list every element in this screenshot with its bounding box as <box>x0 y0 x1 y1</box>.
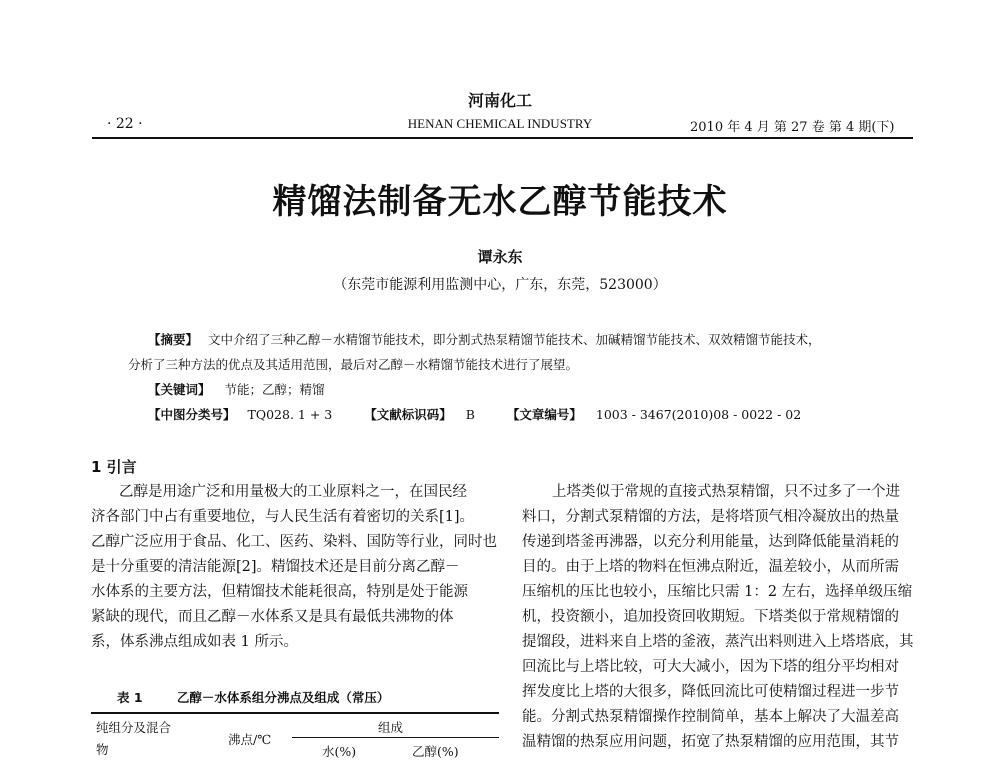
right-column <box>522 480 922 760</box>
right-line: 上塔类似于常规的直接式热泵精馏，只不过多了一个进 <box>552 484 900 500</box>
table-sub-rule <box>292 737 499 738</box>
table-col-water: 水(%) <box>322 744 357 759</box>
doc-code-label: 【文献标识码】 <box>364 407 452 422</box>
right-line: 目的。由于上塔的物料在恒沸点附近，温差较小，从而所需 <box>522 559 899 575</box>
left-line: 是十分重要的清洁能源[2]。精馏技术还是目前分离乙醇－ <box>91 559 460 575</box>
left-line: 系，体系沸点组成如表 1 所示。 <box>91 634 298 650</box>
table-col-composition: 组成 <box>378 720 404 735</box>
table-top-rule <box>91 712 499 714</box>
right-line: 机，投资额小，追加投资回收期短。下塔类似于常规精馏的 <box>522 609 899 625</box>
left-line: 乙醇广泛应用于食品、化工、医药、染料、国防等行业，同时也 <box>91 534 497 550</box>
table-col-component-1: 纯组分及混合 <box>96 720 172 735</box>
author-name: 谭永东 <box>477 248 523 266</box>
abstract-text-1: 文中介绍了三种乙醇－水精馏节能技术，即分割式热泵精馏节能技术、加碱精馏节能技术、双效精馏节能技术， <box>208 332 821 347</box>
table-col-ethanol: 乙醇(%) <box>412 744 459 759</box>
abstract-label: 【摘要】 <box>148 332 199 347</box>
keywords-label: 【关键词】 <box>148 382 211 397</box>
right-line: 回流比与上塔比较，可大大减小，因为下塔的组分平均相对 <box>522 659 899 675</box>
section-heading: 1 引言 <box>91 458 137 476</box>
clc-value: TQ028. 1 + 3 <box>247 407 333 422</box>
table-title: 乙醇－水体系组分沸点及组成（常压） <box>176 690 390 705</box>
left-column <box>91 480 499 680</box>
right-line: 能。分割式热泵精馏操作控制简单，基本上解决了大温差高 <box>522 709 899 725</box>
right-line: 挥发度比上塔的大很多，降低回流比可使精馏过程进一步节 <box>522 684 899 700</box>
article-no-label: 【文章编号】 <box>506 407 582 422</box>
table-number: 表 1 <box>117 690 143 705</box>
abstract-line-1 <box>148 330 821 348</box>
left-line: 济各部门中占有重要地位，与人民生活有着密切的关系[1]。 <box>91 509 475 525</box>
author-affiliation: （东莞市能源利用监测中心，广东，东莞，523000） <box>333 277 667 293</box>
journal-name-en: HENAN CHEMICAL INDUSTRY <box>407 116 593 131</box>
left-line: 水体系的主要方法，但精馏技术能耗很高，特别是处于能源 <box>91 584 468 600</box>
left-line: 紧缺的现代，而且乙醇－水体系又是具有最低共沸物的体 <box>91 609 454 625</box>
right-line: 料口，分割式泵精馏的方法，是将塔顶气相冷凝放出的热量 <box>522 509 899 525</box>
abstract-line-2: 分析了三种方法的优点及其适用范围，最后对乙醇－水精馏节能技术进行了展望。 <box>128 357 579 372</box>
keywords-value: 节能；乙醇；精馏 <box>224 382 325 397</box>
header-rule <box>92 137 913 139</box>
page-number: · 22 · <box>107 116 143 132</box>
left-line: 乙醇是用途广泛和用量极大的工业原料之一，在国民经 <box>119 484 467 500</box>
article-no-value: 1003 - 3467(2010)08 - 0022 - 02 <box>595 407 802 422</box>
journal-name-cn: 河南化工 <box>467 91 532 110</box>
article-title: 精馏法制备无水乙醇节能技术 <box>272 182 728 222</box>
right-line: 传递到塔釜再沸器，以充分利用能量，达到降低能量消耗的 <box>522 534 899 550</box>
classification-line <box>148 405 801 423</box>
doc-code-value: B <box>465 407 475 422</box>
table-caption <box>117 688 389 706</box>
keywords-line <box>148 380 325 398</box>
right-line: 压缩机的压比也较小，压缩比只需 1：2 左右，选择单级压缩 <box>522 584 913 600</box>
table-col-component-2: 物 <box>96 742 109 757</box>
right-line: 温精馏的热泵应用问题，拓宽了热泵精馏的应用范围，其节 <box>522 734 899 750</box>
table-col-boiling-point: 沸点/℃ <box>228 732 272 747</box>
issue-info: 2010 年 4 月 第 27 卷 第 4 期(下) <box>690 120 895 135</box>
clc-label: 【中图分类号】 <box>148 407 236 422</box>
right-line: 提馏段，进料来自上塔的釜液，蒸汽出料则进入上塔塔底，其 <box>522 634 914 650</box>
